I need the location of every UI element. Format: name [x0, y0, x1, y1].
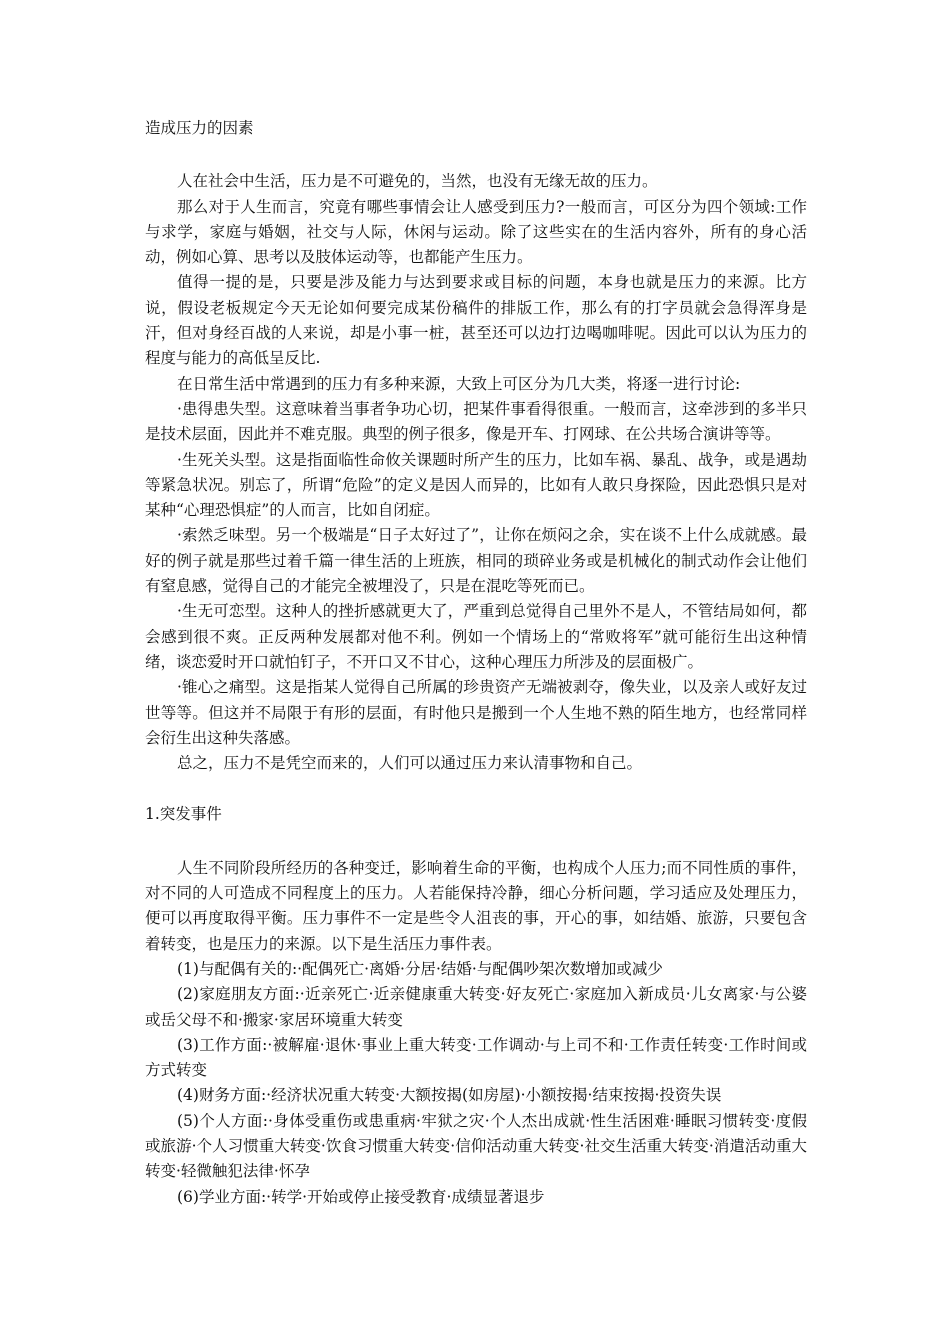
spacer	[145, 828, 807, 856]
spacer	[145, 776, 807, 802]
event-list-item: (4)财务方面:·经济状况重大转变·大额按揭(如房屋)·小额按揭·结束按揭·投资失误	[177, 1086, 722, 1105]
document-body	[145, 116, 807, 1210]
stress-type-item: ·患得患失型。这意味着当事者争功心切，把某件事看得很重。一般而言，这牵涉到的多半只是技术层面，因此并不难克服。典型的例子很多，像是开车、打网球、在公共场合演讲等等。	[145, 399, 807, 444]
stress-type-item: ·锥心之痛型。这是指某人觉得自己所属的珍贵资产无端被剥夺，像失业，以及亲人或好友过世等等。但这并不局限于有形的层面，有时他只是搬到一个人生地不熟的陌生地方，也经常同样会衍生出这种失落感。	[145, 678, 807, 747]
intro-paragraph: 那么对于人生而言，究竟有哪些事情会让人感受到压力?一般而言，可区分为四个领域:工作与求学，家庭与婚姻，社交与人际，休闲与运动。除了这些实在的生活内容外，所有的身心活动，例如心算、思考以及肢体运动等，也都能产生压力。	[145, 197, 807, 267]
intro-paragraph: 在日常生活中常遇到的压力有多种来源，大致上可区分为几大类，将逐一进行讨论:	[177, 374, 741, 393]
stress-type-item: ·生死关头型。这是指面临性命攸关课题时所产生的压力，比如车祸、暴乱、战争，或是遇劫等紧急状况。别忘了，所谓“危险”的定义是因人而异的，比如有人敢只身探险，因此恐惧只是对某种“心理恐惧症”的人而言，比如自闭症。	[145, 450, 807, 520]
spacer	[145, 141, 807, 169]
event-list-item: (1)与配偶有关的:·配偶死亡·离婚·分居·结婚·与配偶吵架次数增加或减少	[177, 959, 663, 978]
stress-type-item: ·索然乏味型。另一个极端是“日子太好过了”，让你在烦闷之余，实在谈不上什么成就感。最好的例子就是那些过着千篇一律生活的上班族，相同的琐碎业务或是机械化的制式动作会让他们有窒息感，觉得自己的才能完全被埋没了，只是在混吃等死而已。	[145, 526, 807, 596]
section-paragraph: 人生不同阶段所经历的各种变迁，影响着生命的平衡，也构成个人压力;而不同性质的事件，对不同的人可造成不同程度上的压力。人若能保持冷静，细心分析问题，学习适应及处理压力，便可以再度取得平衡。压力事件不一定是些令人沮丧的事，开心的事，如结婚、旅游，只要包含着转变，也是压力的来源。以下是生活压力事件表。	[145, 858, 807, 953]
event-list-item: (5)个人方面:·身体受重伤或患重病·牢狱之灾·个人杰出成就·性生活困难·睡眠习惯转变·度假或旅游·个人习惯重大转变·饮食习惯重大转变·信仰活动重大转变·社交生活重大转变·消遣活动重大转变·轻微触犯法律·怀孕	[145, 1111, 807, 1181]
event-list-item: (6)学业方面:·转学·开始或停止接受教育·成绩显著退步	[177, 1187, 545, 1206]
conclusion-paragraph: 总之，压力不是凭空而来的，人们可以通过压力来认清事物和自己。	[177, 754, 643, 773]
document-title: 造成压力的因素	[145, 119, 254, 137]
intro-paragraph: 人在社会中生活，压力是不可避免的，当然，也没有无缘无故的压力。	[177, 172, 658, 191]
event-list-item: (2)家庭朋友方面:·近亲死亡·近亲健康重大转变·好友死亡·家庭加入新成员·儿女离家·与公婆或岳父母不和·搬家·家居环境重大转变	[145, 985, 807, 1029]
intro-paragraph: 值得一提的是，只要是涉及能力与达到要求或目标的问题，本身也就是压力的来源。比方说，假设老板规定今天无论如何要完成某份稿件的排版工作，那么有的打字员就会急得浑身是汗，但对身经百战的人来说，却是小事一桩，甚至还可以边打边喝咖啡呢。因此可以认为压力的程度与能力的高低呈反比.	[145, 273, 807, 368]
stress-type-item: ·生无可恋型。这种人的挫折感就更大了，严重到总觉得自己里外不是人，不管结局如何，都会感到很不爽。正反两种发展都对他不利。例如一个情场上的“常败将军”就可能衍生出这种情绪，谈恋爱时开口就怕钉子，不开口又不甘心，这种心理压力所涉及的层面极广。	[145, 602, 807, 671]
section-title: 1.突发事件	[145, 805, 222, 824]
event-list-item: (3)工作方面:·被解雇·退休·事业上重大转变·工作调动·与上司不和·工作责任转变·工作时间或方式转变	[145, 1035, 807, 1080]
